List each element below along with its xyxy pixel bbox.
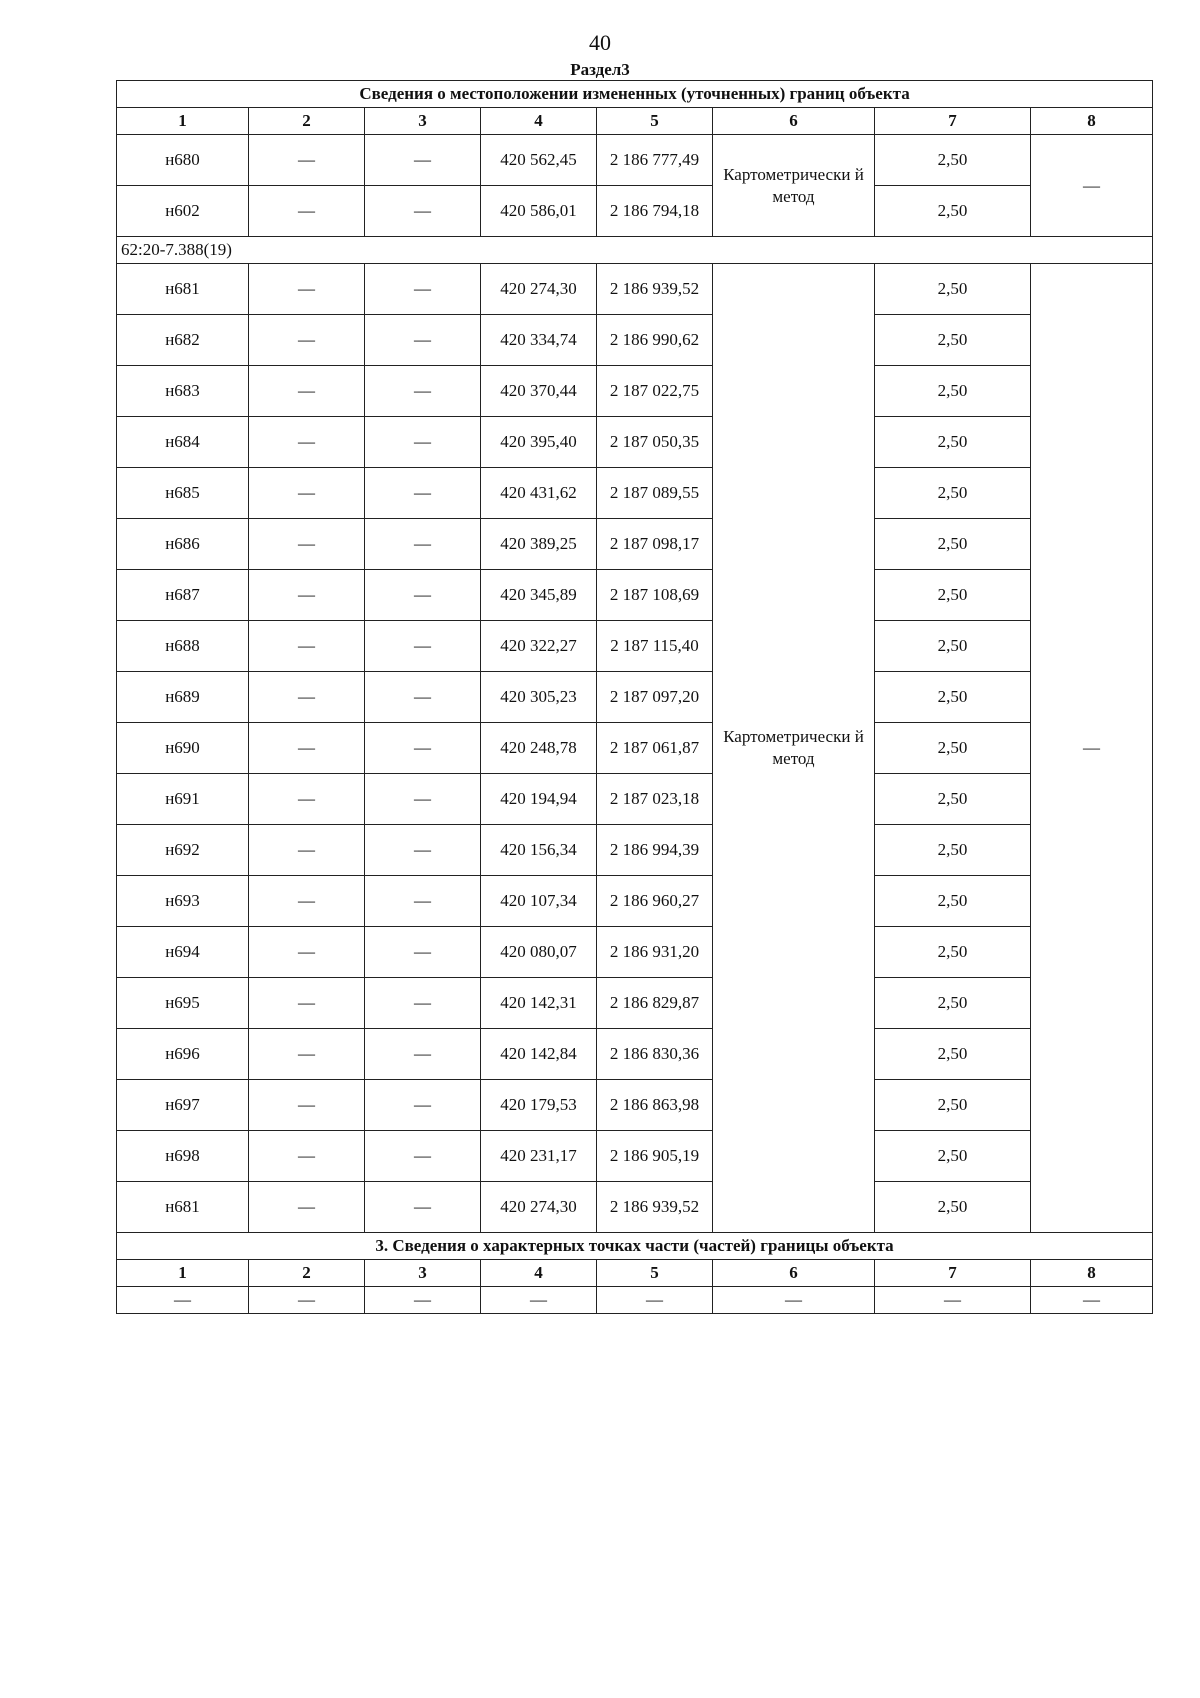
empty-cell: — [365,366,481,417]
column-header: 7 [875,1260,1031,1287]
accuracy-cell: 2,50 [875,135,1031,186]
empty-cell: — [481,1287,597,1314]
empty-cell: — [117,1287,249,1314]
table-row [117,876,1153,927]
y-coordinate: 2 186 829,87 [597,978,713,1029]
empty-cell: — [365,264,481,315]
empty-cell: — [249,1287,365,1314]
empty-cell: — [365,927,481,978]
empty-cell: — [365,876,481,927]
accuracy-cell: 2,50 [875,315,1031,366]
table-row [117,366,1153,417]
point-name: н695 [117,978,249,1029]
empty-cell: — [249,1029,365,1080]
accuracy-cell: 2,50 [875,927,1031,978]
point-name: н696 [117,1029,249,1080]
empty-cell: — [365,1131,481,1182]
y-coordinate: 2 187 115,40 [597,621,713,672]
accuracy-cell: 2,50 [875,186,1031,237]
x-coordinate: 420 562,45 [481,135,597,186]
column-header: 3 [365,1260,481,1287]
y-coordinate: 2 186 990,62 [597,315,713,366]
table-row [117,1029,1153,1080]
y-coordinate: 2 186 994,39 [597,825,713,876]
method-cell: Картометрически й метод [713,135,875,237]
point-name: н682 [117,315,249,366]
empty-cell: — [365,672,481,723]
x-coordinate: 420 345,89 [481,570,597,621]
point-name: н690 [117,723,249,774]
column8-cell: — [1031,264,1153,1233]
empty-row [117,1287,1153,1314]
point-name: н698 [117,1131,249,1182]
empty-cell: — [365,621,481,672]
column-header: 5 [597,1260,713,1287]
empty-cell: — [597,1287,713,1314]
y-coordinate: 2 187 061,87 [597,723,713,774]
accuracy-cell: 2,50 [875,1080,1031,1131]
empty-cell: — [249,468,365,519]
x-coordinate: 420 080,07 [481,927,597,978]
column-header: 8 [1031,1260,1153,1287]
empty-cell: — [249,876,365,927]
column-header: 5 [597,108,713,135]
point-name: н684 [117,417,249,468]
column-header: 7 [875,108,1031,135]
accuracy-cell: 2,50 [875,1131,1031,1182]
x-coordinate: 420 431,62 [481,468,597,519]
empty-cell: — [249,186,365,237]
table-row [117,315,1153,366]
x-coordinate: 420 194,94 [481,774,597,825]
y-coordinate: 2 187 089,55 [597,468,713,519]
point-name: н697 [117,1080,249,1131]
empty-cell: — [249,315,365,366]
accuracy-cell: 2,50 [875,978,1031,1029]
y-coordinate: 2 187 108,69 [597,570,713,621]
empty-cell: — [365,723,481,774]
empty-cell: — [365,519,481,570]
table2-title-row [117,1233,1153,1260]
column-header: 3 [365,108,481,135]
empty-cell: — [365,1287,481,1314]
table-row [117,1131,1153,1182]
table-row [117,1182,1153,1233]
table-row [117,186,1153,237]
y-coordinate: 2 186 939,52 [597,1182,713,1233]
table-row [117,1080,1153,1131]
empty-cell: — [365,315,481,366]
section-label: Раздел3 [570,60,630,79]
point-name: н685 [117,468,249,519]
empty-cell: — [365,1080,481,1131]
empty-cell: — [249,621,365,672]
point-name: н681 [117,1182,249,1233]
empty-cell: — [365,978,481,1029]
x-coordinate: 420 179,53 [481,1080,597,1131]
y-coordinate: 2 186 931,20 [597,927,713,978]
column-header-row [117,108,1153,135]
column-header: 2 [249,1260,365,1287]
point-name: н691 [117,774,249,825]
empty-cell: — [249,774,365,825]
accuracy-cell: 2,50 [875,264,1031,315]
accuracy-cell: 2,50 [875,876,1031,927]
point-name: н692 [117,825,249,876]
empty-cell: — [365,825,481,876]
accuracy-cell: 2,50 [875,519,1031,570]
empty-cell: — [249,519,365,570]
x-coordinate: 420 274,30 [481,264,597,315]
accuracy-cell: 2,50 [875,621,1031,672]
empty-cell: — [365,1029,481,1080]
empty-cell: — [249,1080,365,1131]
empty-cell: — [365,468,481,519]
empty-cell: — [365,774,481,825]
point-name: н681 [117,264,249,315]
x-coordinate: 420 334,74 [481,315,597,366]
empty-cell: — [249,135,365,186]
table-row [117,264,1153,315]
y-coordinate: 2 187 097,20 [597,672,713,723]
y-coordinate: 2 187 022,75 [597,366,713,417]
table-title: Сведения о местоположении измененных (уточненных) границ объекта [117,81,1153,108]
empty-cell: — [365,1182,481,1233]
column-header: 2 [249,108,365,135]
point-name: н686 [117,519,249,570]
table-row [117,774,1153,825]
x-coordinate: 420 142,84 [481,1029,597,1080]
y-coordinate: 2 186 939,52 [597,264,713,315]
accuracy-cell: 2,50 [875,417,1031,468]
accuracy-cell: 2,50 [875,825,1031,876]
table-row [117,519,1153,570]
accuracy-cell: 2,50 [875,774,1031,825]
point-name: н683 [117,366,249,417]
empty-cell: — [365,186,481,237]
column-header: 6 [713,108,875,135]
y-coordinate: 2 186 777,49 [597,135,713,186]
column-header-row-2 [117,1260,1153,1287]
empty-cell: — [365,135,481,186]
boundary-table [116,80,1153,1314]
table-row [117,927,1153,978]
page-number: 40 [589,30,611,55]
empty-cell: — [249,417,365,468]
column-header: 8 [1031,108,1153,135]
point-name: н602 [117,186,249,237]
empty-cell: — [249,978,365,1029]
parcel-row [117,237,1153,264]
empty-cell: — [249,927,365,978]
column-header: 6 [713,1260,875,1287]
table-row [117,417,1153,468]
accuracy-cell: 2,50 [875,1029,1031,1080]
y-coordinate: 2 186 830,36 [597,1029,713,1080]
column-header: 1 [117,1260,249,1287]
table2-title: 3. Сведения о характерных точках части (частей) границы объекта [117,1233,1153,1260]
y-coordinate: 2 187 023,18 [597,774,713,825]
table-row [117,723,1153,774]
column8-cell: — [1031,135,1153,237]
table-row [117,570,1153,621]
y-coordinate: 2 186 905,19 [597,1131,713,1182]
x-coordinate: 420 389,25 [481,519,597,570]
table-title-row [117,81,1153,108]
x-coordinate: 420 142,31 [481,978,597,1029]
point-name: н680 [117,135,249,186]
point-name: н688 [117,621,249,672]
point-name: н694 [117,927,249,978]
point-name: н689 [117,672,249,723]
empty-cell: — [249,264,365,315]
accuracy-cell: 2,50 [875,723,1031,774]
table-row [117,978,1153,1029]
empty-cell: — [249,723,365,774]
empty-cell: — [249,825,365,876]
x-coordinate: 420 274,30 [481,1182,597,1233]
x-coordinate: 420 156,34 [481,825,597,876]
accuracy-cell: 2,50 [875,468,1031,519]
x-coordinate: 420 370,44 [481,366,597,417]
parcel-label: 62:20-7.388(19) [117,237,1153,264]
x-coordinate: 420 395,40 [481,417,597,468]
empty-cell: — [1031,1287,1153,1314]
accuracy-cell: 2,50 [875,672,1031,723]
empty-cell: — [365,570,481,621]
column-header: 4 [481,108,597,135]
y-coordinate: 2 186 794,18 [597,186,713,237]
x-coordinate: 420 322,27 [481,621,597,672]
empty-cell: — [249,1182,365,1233]
point-name: н693 [117,876,249,927]
column-header: 1 [117,108,249,135]
method-cell: Картометрически й метод [713,264,875,1233]
empty-cell: — [249,366,365,417]
y-coordinate: 2 186 960,27 [597,876,713,927]
accuracy-cell: 2,50 [875,570,1031,621]
empty-cell: — [713,1287,875,1314]
column-header: 4 [481,1260,597,1287]
x-coordinate: 420 107,34 [481,876,597,927]
table-row [117,825,1153,876]
y-coordinate: 2 187 050,35 [597,417,713,468]
empty-cell: — [875,1287,1031,1314]
empty-cell: — [365,417,481,468]
x-coordinate: 420 305,23 [481,672,597,723]
table-row [117,621,1153,672]
accuracy-cell: 2,50 [875,1182,1031,1233]
empty-cell: — [249,1131,365,1182]
x-coordinate: 420 586,01 [481,186,597,237]
y-coordinate: 2 187 098,17 [597,519,713,570]
y-coordinate: 2 186 863,98 [597,1080,713,1131]
table-row [117,672,1153,723]
x-coordinate: 420 248,78 [481,723,597,774]
empty-cell: — [249,672,365,723]
table-row [117,468,1153,519]
point-name: н687 [117,570,249,621]
accuracy-cell: 2,50 [875,366,1031,417]
empty-cell: — [249,570,365,621]
table-row [117,135,1153,186]
x-coordinate: 420 231,17 [481,1131,597,1182]
